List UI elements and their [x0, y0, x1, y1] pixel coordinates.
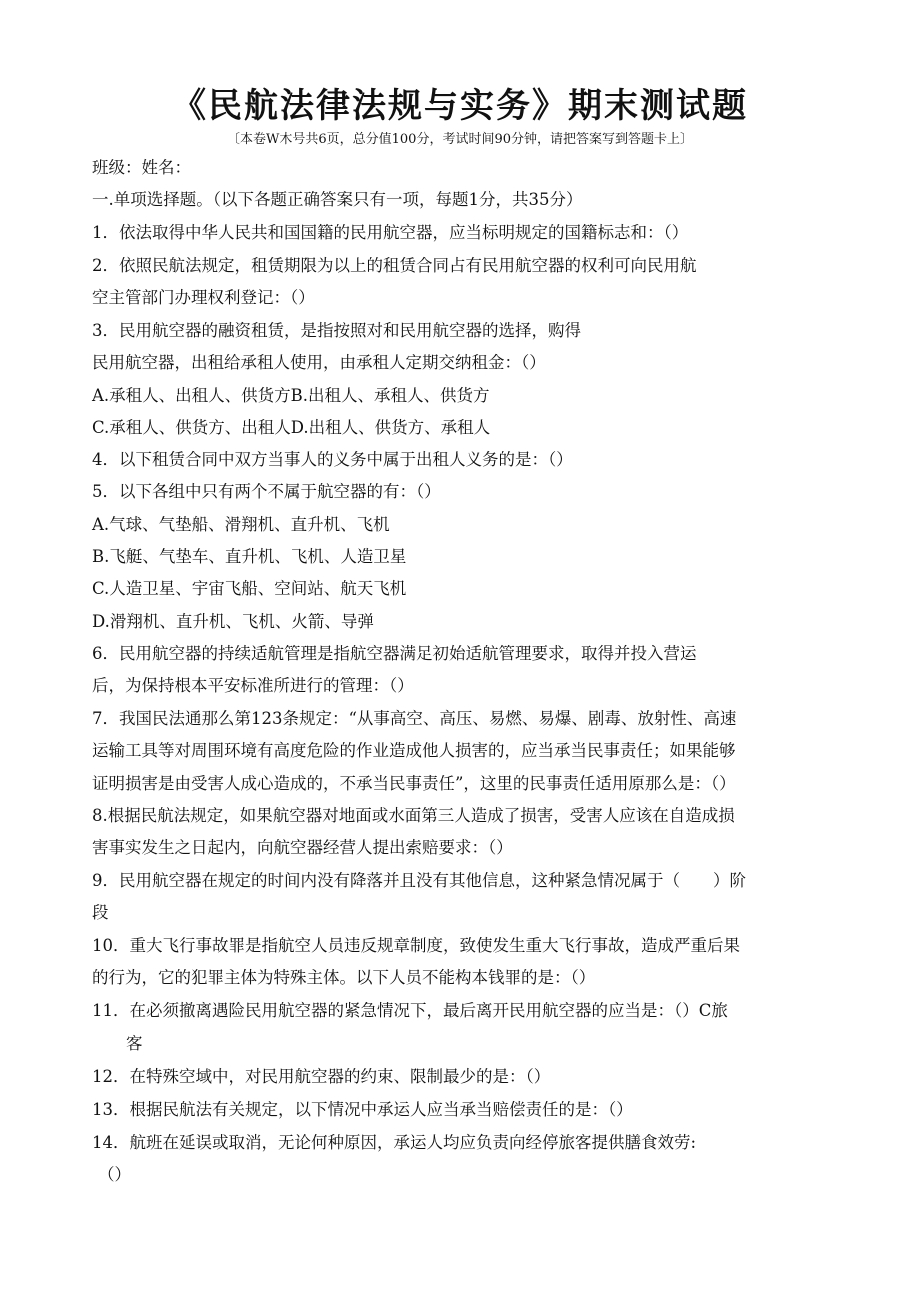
question-3-line-2: 民用航空器，出租给承租人使用，由承租人定期交纳租金：（）	[92, 353, 546, 372]
exam-title: 《民航法律法规与实务》期末测试题	[172, 86, 748, 126]
question-5-option-a: A.气球、气垫船、滑翔机、直升机、飞机	[92, 515, 390, 534]
question-7-line-2: 运输工具等对周围环境有高度危险的作业造成他人损害的，应当承当民事责任；如果能够	[92, 741, 736, 760]
question-1: 1．依法取得中华人民共和国国籍的民用航空器，应当标明规定的国籍标志和：（）	[92, 223, 689, 242]
question-13: 13．根据民航法有关规定，以下情况中承运人应当承当赔偿责任的是：（）	[92, 1100, 633, 1119]
question-8-line-1: 8.根据民航法规定，如果航空器对地面或水面第三人造成了损害，受害人应该在自造成损	[92, 806, 735, 825]
question-5-option-b: B.飞艇、气垫车、直升机、飞机、人造卫星	[92, 547, 407, 566]
question-2-line-1: 2．依照民航法规定，租赁期限为以上的租赁合同占有民用航空器的权利可向民用航	[92, 256, 697, 275]
question-5-option-c: C.人造卫星、宇宙飞船、空间站、航天飞机	[92, 579, 407, 598]
question-5-option-d: D.滑翔机、直升机、飞机、火箭、导弹	[92, 612, 374, 631]
question-2-line-2: 空主管部门办理权利登记：（）	[92, 288, 315, 307]
question-7-line-3: 证明损害是由受害人成心造成的，不承当民事责任”，这里的民事责任适用原那么是：（）	[92, 774, 736, 793]
question-5: 5．以下各组中只有两个不属于航空器的有：（）	[92, 482, 441, 501]
question-11-line-1: 11．在必须撤离遇险民用航空器的紧急情况下，最后离开民用航空器的应当是：（）C旅	[92, 1001, 728, 1020]
question-6-line-2: 后，为保持根本平安标准所进行的管理：（）	[92, 676, 414, 695]
question-10-line-1: 10．重大飞行事故罪是指航空人员违反规章制度，致使发生重大飞行事故，造成严重后果	[92, 936, 740, 955]
class-name-label: 班级：姓名：	[92, 158, 191, 177]
question-3-options-cd: C.承租人、供货方、出租人D.出租人、供货方、承租人	[92, 418, 491, 437]
question-10-line-2: 的行为，它的犯罪主体为特殊主体。以下人员不能构本钱罪的是：（）	[92, 968, 596, 987]
question-8-line-2: 害事实发生之日起内，向航空器经营人提出索赔要求：（）	[92, 838, 513, 857]
section-heading: 一.单项选择题。（以下各题正确答案只有一项，每题1分，共35分）	[92, 190, 583, 209]
question-14-line-1: 14．航班在延误或取消，无论何种原因，承运人均应负责向经停旅客提供膳食效劳:	[92, 1133, 697, 1152]
question-6-line-1: 6．民用航空器的持续适航管理是指航空器满足初始适航管理要求，取得并投入营运	[92, 644, 697, 663]
question-12: 12．在特殊空域中，对民用航空器的约束、限制最少的是：（）	[92, 1067, 551, 1086]
question-4: 4．以下租赁合同中双方当事人的义务中属于出租人义务的是：（）	[92, 450, 573, 469]
exam-instructions: 〔本卷W木号共6页，总分值100分，考试时间90分钟，请把答案写到答题卡上〕	[227, 132, 693, 147]
question-7-line-1: 7．我国民法通那么第123条规定：“从事高空、高压、易燃、易爆、剧毒、放射性、高速	[92, 709, 737, 728]
question-9-line-1: 9．民用航空器在规定的时间内没有降落并且没有其他信息，这种紧急情况属于（ ）阶	[92, 871, 746, 890]
question-14-line-2: （）	[98, 1165, 131, 1184]
question-11-line-2: 客	[126, 1034, 143, 1053]
question-3-line-1: 3．民用航空器的融资租赁，是指按照对和民用航空器的选择，购得	[92, 321, 581, 340]
question-3-options-ab: A.承租人、出租人、供货方B.出租人、承租人、供货方	[92, 386, 490, 405]
question-9-line-2: 段	[92, 903, 109, 922]
